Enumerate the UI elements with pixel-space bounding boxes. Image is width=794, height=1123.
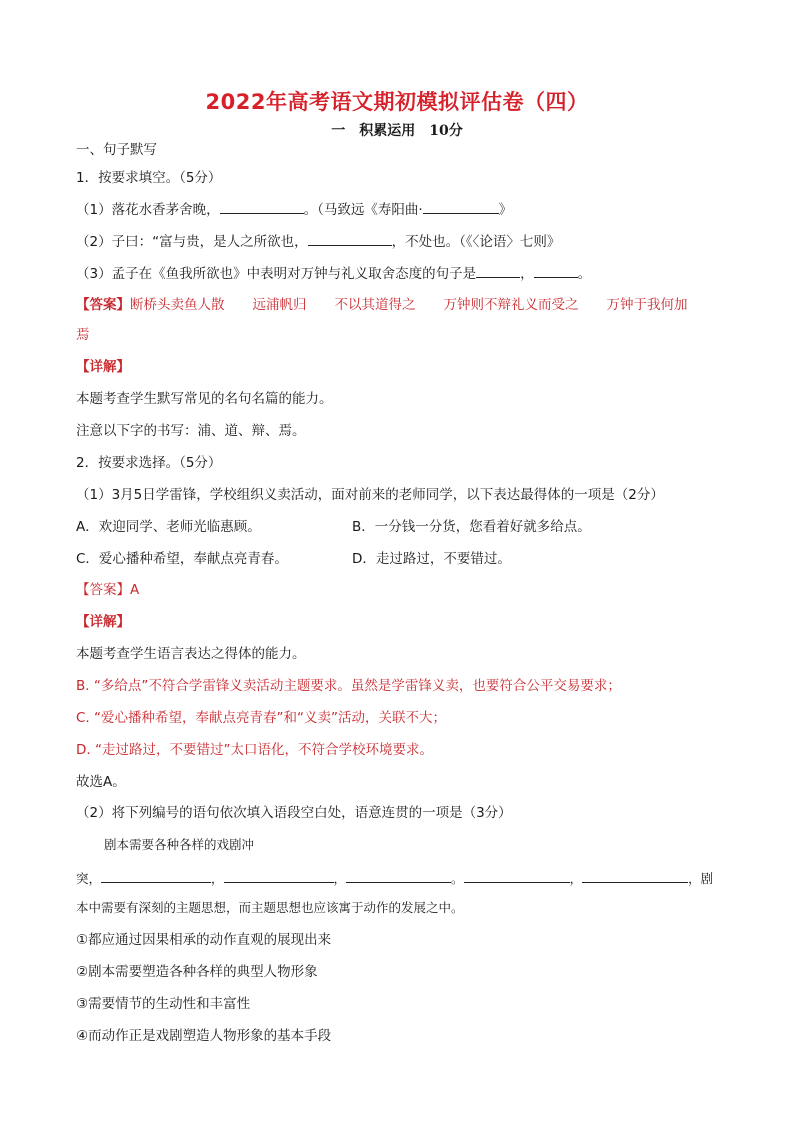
answer-blank[interactable]: [534, 263, 578, 278]
passage-text-b: ，: [211, 871, 224, 886]
sentence-3: ③需要情节的生动性和丰富性: [76, 996, 251, 1012]
answer-4: 万钟则不辩礼义而受之: [443, 297, 579, 313]
q2-sub1: （1）3月5日学雷锋，学校组织义卖活动，面对前来的老师同学，以下表达最得体的一项是（2分）: [76, 487, 664, 503]
q1-item3-text-a: （3）孟子在《鱼我所欲也》中表明对万钟与礼义取舍态度的句子是: [76, 266, 477, 282]
passage-blank[interactable]: [464, 868, 570, 883]
answer-3: 不以其道得之: [334, 297, 416, 313]
explain-b: B. “多给点”不符合学雷锋义卖活动主题要求。虽然是学雷锋义卖，也要符合公平交易要求；: [76, 678, 621, 694]
option-c-text: C．爱心播种希望，奉献点亮青春。: [76, 551, 288, 567]
answer-5: 万钟于我何加: [606, 297, 688, 313]
q1-detail-tag: 【详解】: [76, 359, 130, 375]
answer-1: 断桥头卖鱼人散: [130, 297, 225, 313]
q2-conclusion: 故选A。: [76, 774, 126, 790]
answer-blank[interactable]: [308, 231, 392, 246]
passage-line-2: [76, 868, 713, 889]
passage-text-f: ，剧: [688, 871, 714, 886]
q1-detail-2: 注意以下字的书写：浦、道、辩、焉。: [76, 423, 306, 439]
section-heading: 一 积累运用 10分: [331, 123, 463, 139]
option-d[interactable]: [352, 549, 511, 569]
option-b[interactable]: [352, 517, 591, 537]
q1-item3-text-b: ，: [520, 266, 534, 282]
passage-blank[interactable]: [224, 868, 334, 883]
sentence-2: ②剧本需要塑造各种各样的典型人物形象: [76, 964, 318, 980]
q1-answer-wrap: 焉: [76, 327, 90, 343]
q1-item2: [76, 231, 560, 252]
option-a[interactable]: [76, 517, 261, 537]
explain-c: C. “爱心播种希望，奉献点亮青春”和“义卖”活动，关联不大；: [76, 710, 446, 726]
passage-blank[interactable]: [582, 868, 688, 883]
q1-stem: 1．按要求填空。（5分）: [76, 170, 222, 186]
q1-detail-1: 本题考查学生默写常见的名句名篇的能力。: [76, 391, 333, 407]
q2-answer: 【答案】A: [76, 582, 140, 598]
q1-item3-text-c: 。: [577, 266, 592, 282]
explain-d: D. “走过路过，不要错过”太口语化，不符合学校环境要求。: [76, 742, 433, 758]
answer-blank[interactable]: [423, 199, 499, 214]
q1-item1-text-b: 。（马致远《寿阳曲·: [303, 202, 423, 218]
passage-line-3: 本中需要有深刻的主题思想，而主题思想也应该寓于动作的发展之中。: [76, 900, 464, 915]
passage-text-e: ，: [569, 871, 583, 886]
part-heading: 一、句子默写: [76, 142, 157, 158]
q1-answer: [76, 295, 688, 315]
page-title: 2022年高考语文期初模拟评估卷（四）: [205, 90, 589, 114]
q2-detail-1: 本题考查学生语言表达之得体的能力。: [76, 646, 306, 662]
sentence-4: ④而动作正是戏剧塑造人物形象的基本手段: [76, 1028, 332, 1044]
q1-item1-text-c: 》: [498, 202, 513, 218]
passage-line-1: 剧本需要各种各样的戏剧冲: [104, 837, 255, 852]
answer-blank[interactable]: [476, 263, 520, 278]
passage-text-a: 突，: [76, 871, 102, 886]
q2-sub2: （2）将下列编号的语句依次填入语段空白处，语意连贯的一项是（3分）: [76, 805, 512, 821]
passage-blank[interactable]: [346, 868, 451, 883]
q2-detail-tag: 【详解】: [76, 614, 130, 630]
q1-item3: [76, 263, 591, 284]
passage-text-d: 。: [451, 871, 464, 886]
option-d-text: D．走过路过，不要错过。: [352, 551, 511, 567]
passage-blank[interactable]: [101, 868, 211, 883]
answer-blank[interactable]: [220, 199, 304, 214]
q1-item2-text-a: （2）子曰：“富与贵，是人之所欲也，: [76, 234, 308, 250]
option-a-text: A．欢迎同学、老师光临惠顾。: [76, 519, 261, 535]
q2-stem: 2．按要求选择。（5分）: [76, 455, 222, 471]
q1-item2-text-b: ，不处也。（《〈论语〉七则》: [391, 234, 561, 250]
answer-tag: 【答案】: [76, 297, 130, 313]
passage-text-c: ，: [333, 871, 347, 886]
option-c[interactable]: [76, 549, 288, 569]
option-b-text: B．一分钱一分货，您看着好就多给点。: [352, 519, 591, 535]
q1-item1: [76, 199, 512, 220]
sentence-1: ①都应通过因果相承的动作直观的展现出来: [76, 932, 332, 948]
answer-2: 远浦帆归: [252, 297, 307, 313]
q1-item1-text-a: （1）落花水香茅舍晚，: [76, 202, 220, 218]
